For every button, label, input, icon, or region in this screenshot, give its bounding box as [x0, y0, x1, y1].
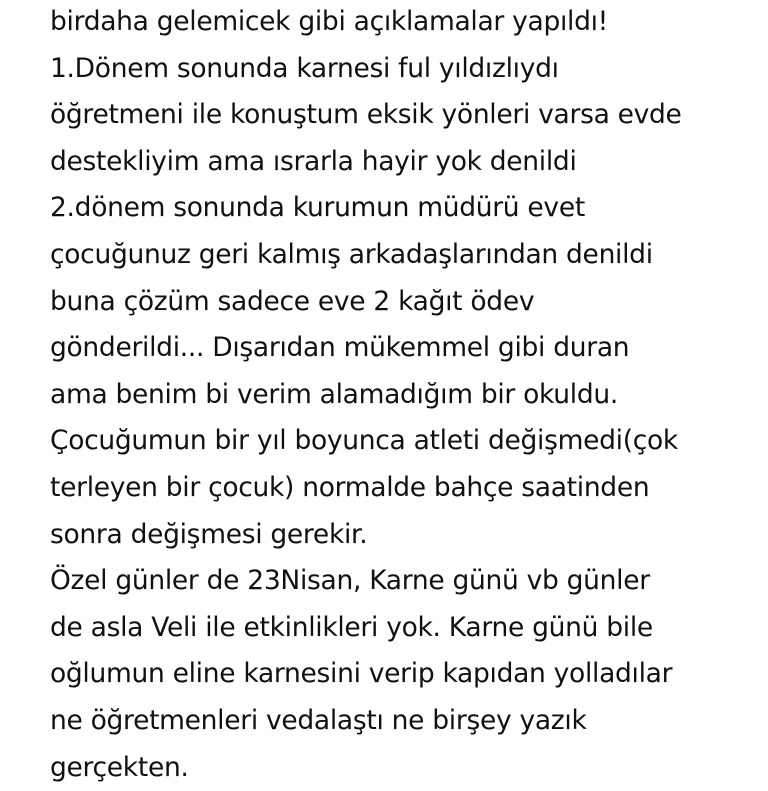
- message-text: [50, 0, 760, 791]
- text-line: gönderildi... Dışarıdan mükemmel gibi duran: [50, 325, 760, 372]
- text-line: terleyen bir çocuk) normalde bahçe saatinden: [50, 465, 760, 512]
- text-line: oğlumun eline karnesini verip kapıdan yolladılar: [50, 651, 760, 698]
- text-line: ne öğretmenleri vedalaştı ne birşey yazık: [50, 698, 760, 745]
- text-line: ama benim bi verim alamadığım bir okuldu.: [50, 372, 760, 419]
- text-line: 1.Dönem sonunda karnesi ful yıldızlıydı: [50, 46, 760, 93]
- text-line: sonra değişmesi gerekir.: [50, 512, 760, 559]
- text-line: Çocuğumun bir yıl boyunca atleti değişmedi(çok: [50, 418, 760, 465]
- text-line: 2.dönem sonunda kurumun müdürü evet: [50, 185, 760, 232]
- text-line: öğretmeni ile konuştum eksik yönleri varsa evde: [50, 92, 760, 139]
- text-line: Özel günler de 23Nisan, Karne günü vb günler: [50, 558, 760, 605]
- text-line: gerçekten.: [50, 745, 760, 791]
- text-line: birdaha gelemicek gibi açıklamalar yapıldı!: [50, 0, 760, 46]
- text-line: çocuğunuz geri kalmış arkadaşlarından denildi: [50, 232, 760, 279]
- text-line: de asla Veli ile etkinlikleri yok. Karne günü bile: [50, 605, 760, 652]
- text-line: destekliyim ama ısrarla hayir yok denildi: [50, 139, 760, 186]
- text-line: buna çözüm sadece eve 2 kağıt ödev: [50, 279, 760, 326]
